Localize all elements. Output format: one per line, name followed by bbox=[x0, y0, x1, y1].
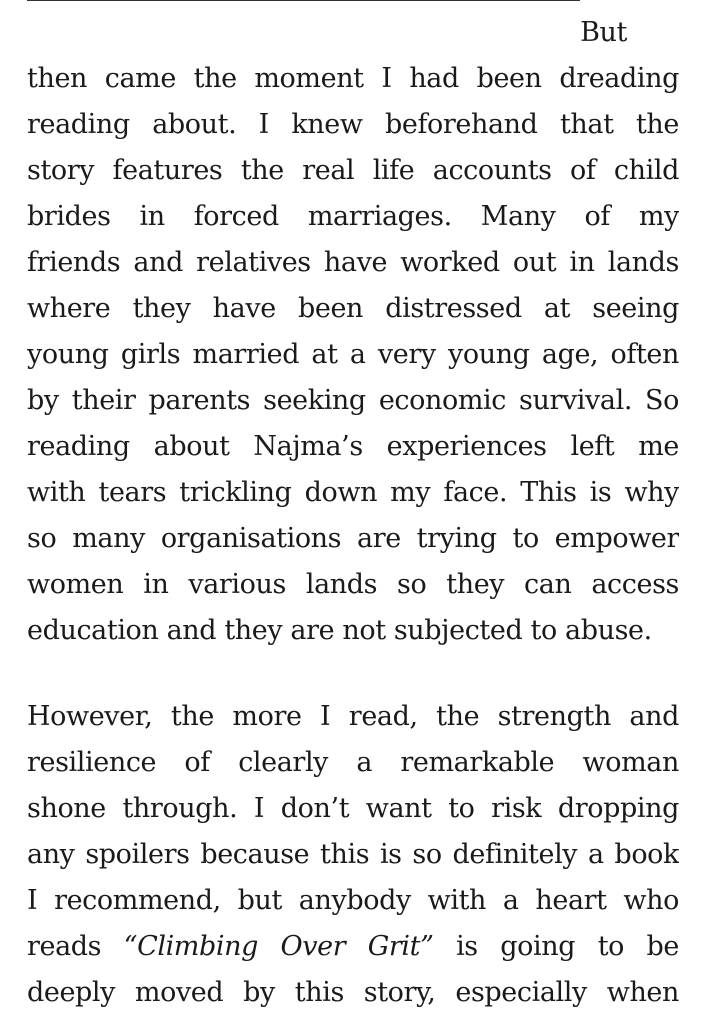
paragraph-line: any spoilers because this is so definitely a book bbox=[27, 839, 679, 870]
paragraph-line: women in various lands so they can access bbox=[27, 569, 679, 600]
article-body bbox=[27, 10, 679, 1016]
paragraph-line: young girls married at a very young age, often bbox=[27, 339, 679, 370]
paragraph-line: However, the more I read, the strength and bbox=[27, 701, 679, 732]
paragraph-line: I recommend, but anybody with a heart who bbox=[27, 885, 679, 916]
paragraph-line: But bbox=[580, 17, 627, 48]
paragraph-line: reading about. I knew beforehand that the bbox=[27, 109, 679, 140]
paragraph-line: education and they are not subjected to abuse. bbox=[27, 615, 652, 646]
paragraph-line: with tears trickling down my face. This is why bbox=[27, 477, 679, 508]
paragraph bbox=[27, 56, 679, 654]
paragraph-line: friends and relatives have worked out in lands bbox=[27, 247, 679, 278]
paragraph bbox=[27, 694, 679, 1016]
paragraph-line: shone through. I don’t want to risk dropping bbox=[27, 793, 679, 824]
paragraph-line: deeply moved by this story, especially when bbox=[27, 977, 679, 1008]
paragraph-gap bbox=[27, 654, 679, 694]
paragraph-line bbox=[27, 924, 679, 970]
paragraph-line: brides in forced marriages. Many of my bbox=[27, 201, 679, 232]
paragraph-line: story features the real life accounts of child bbox=[27, 155, 679, 186]
paragraph-line: resilience of clearly a remarkable woman bbox=[27, 747, 679, 778]
paragraph-line: reading about Najma’s experiences left me bbox=[27, 431, 679, 462]
paragraph-line: by their parents seeking economic survival. So bbox=[27, 385, 679, 416]
paragraph-line: then came the moment I had been dreading bbox=[27, 63, 679, 94]
book-title: “Climbing Over Grit” bbox=[123, 931, 434, 962]
text-run: is going to be bbox=[433, 931, 679, 962]
paragraph-line: where they have been distressed at seeing bbox=[27, 293, 679, 324]
paragraph-line: so many organisations are trying to empower bbox=[27, 523, 679, 554]
text-run: reads bbox=[27, 931, 124, 962]
top-divider bbox=[27, 0, 580, 1]
